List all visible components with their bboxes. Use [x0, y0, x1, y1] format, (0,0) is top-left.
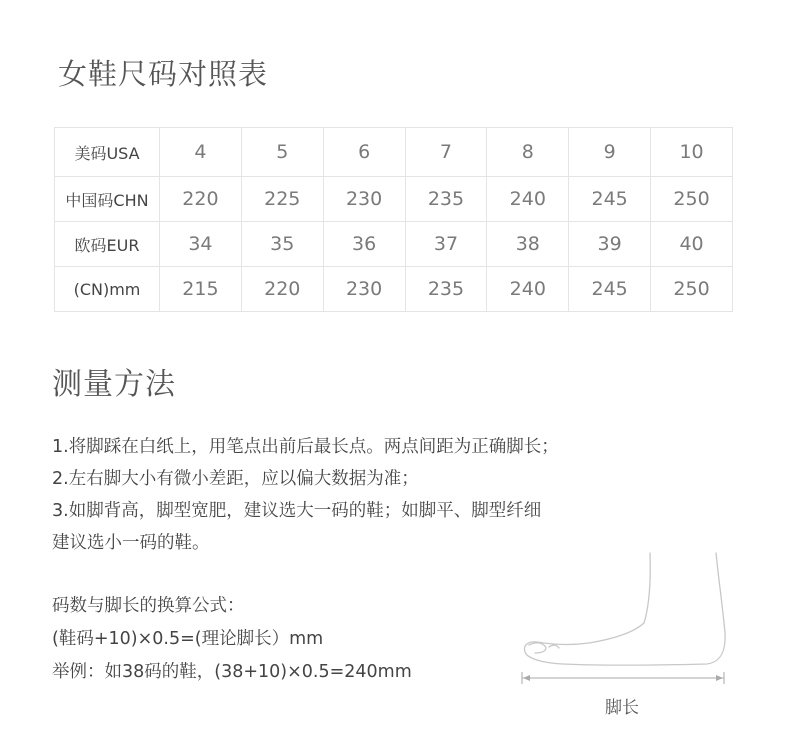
foot-outline-icon — [515, 545, 730, 690]
table-cell: 240 — [487, 177, 569, 222]
table-row — [55, 222, 733, 267]
measure-steps — [52, 431, 692, 559]
table-row — [55, 128, 733, 177]
table-cell: 220 — [241, 267, 323, 312]
table-row — [55, 267, 733, 312]
table-cell: 10 — [651, 128, 733, 177]
table-cell: 39 — [569, 222, 651, 267]
measure-step: 建议选小一码的鞋。 — [52, 533, 210, 553]
measure-step: 3.如脚背高，脚型宽肥，建议选大一码的鞋；如脚平、脚型纤细 — [52, 501, 542, 521]
formula-block — [52, 590, 412, 689]
table-cell: 235 — [405, 177, 487, 222]
row-header: 中国码CHN — [55, 177, 160, 222]
table-cell: 34 — [160, 222, 242, 267]
table-cell: 230 — [323, 267, 405, 312]
table-cell: 225 — [241, 177, 323, 222]
page-title: 女鞋尺码对照表 — [58, 57, 269, 91]
formula-example: 举例：如38码的鞋，(38+10)×0.5=240mm — [52, 662, 412, 682]
table-cell: 240 — [487, 267, 569, 312]
table-cell: 40 — [651, 222, 733, 267]
table-cell: 37 — [405, 222, 487, 267]
row-header: 欧码EUR — [55, 222, 160, 267]
table-cell: 35 — [241, 222, 323, 267]
table-cell: 215 — [160, 267, 242, 312]
measure-title: 测量方法 — [52, 367, 176, 402]
table-cell: 8 — [487, 128, 569, 177]
table-cell: 36 — [323, 222, 405, 267]
row-header: (CN)mm — [55, 267, 160, 312]
table-cell: 38 — [487, 222, 569, 267]
table-cell: 4 — [160, 128, 242, 177]
measure-step: 2.左右脚大小有微小差距，应以偏大数据为准； — [52, 469, 419, 489]
table-cell: 7 — [405, 128, 487, 177]
size-chart-table — [54, 127, 733, 312]
table-cell: 250 — [651, 177, 733, 222]
table-row — [55, 177, 733, 222]
table-cell: 245 — [569, 267, 651, 312]
table-cell: 235 — [405, 267, 487, 312]
formula-expression: (鞋码+10)×0.5=(理论脚长）mm — [52, 629, 324, 649]
foot-length-label: 脚长 — [605, 698, 639, 718]
formula-heading: 码数与脚长的换算公式： — [52, 596, 245, 616]
row-header: 美码USA — [55, 128, 160, 177]
table-cell: 220 — [160, 177, 242, 222]
table-cell: 250 — [651, 267, 733, 312]
measure-step: 1.将脚踩在白纸上，用笔点出前后最长点。两点间距为正确脚长； — [52, 437, 559, 457]
table-cell: 6 — [323, 128, 405, 177]
table-cell: 5 — [241, 128, 323, 177]
table-cell: 230 — [323, 177, 405, 222]
size-chart-body — [55, 128, 733, 312]
table-cell: 245 — [569, 177, 651, 222]
table-cell: 9 — [569, 128, 651, 177]
